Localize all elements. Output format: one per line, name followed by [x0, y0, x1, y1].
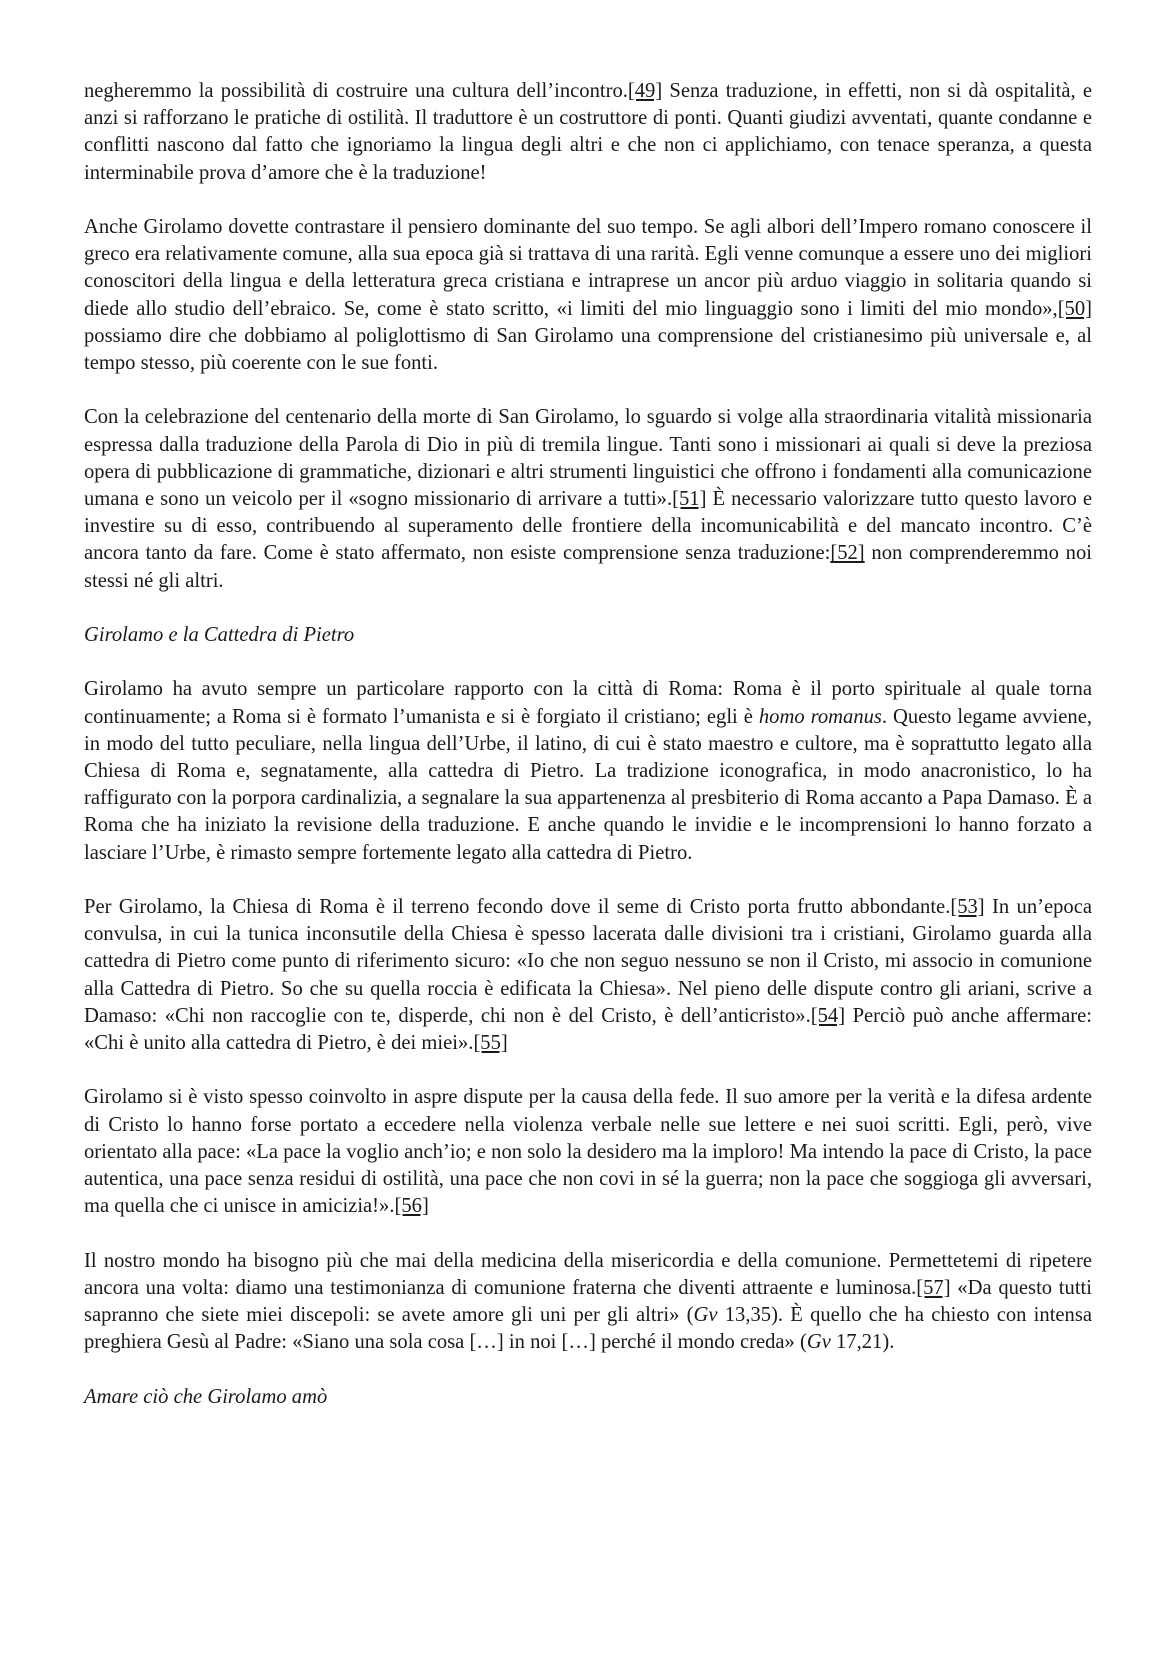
body-paragraph	[84, 404, 1092, 594]
footnote-link[interactable]: [53]	[950, 896, 985, 919]
body-paragraph	[84, 78, 1092, 187]
text-run: Senza traduzione, in effetti, non si dà ospitalità, e anzi si rafforzano le pratiche di ostilità. Il traduttore è un costruttore di ponti. Quanti giudizi avventati, quante condanne e conflitti nascono dal fatto che ignoriamo la lingua degli altri e che non ci applichiamo, con tenace speranza, a questa interminabile prova d’amore che è la traduzione!	[84, 80, 1092, 184]
text-run: Girolamo ha avuto sempre un particolare rapporto con la città di Roma: Roma è il porto spirituale al quale torna continuamente; a Roma si è formato l’umanista e si è forgiato il cristiano; egli è	[84, 678, 1092, 728]
text-run: Il nostro mondo ha bisogno più che mai della medicina della misericordia e della comunione. Permettetemi di ripetere ancora una volta: diamo una testimonianza di comunione fraterna che diventi attraente e luminosa.	[84, 1249, 1092, 1299]
body-paragraph	[84, 676, 1092, 866]
italic-text: Gv	[693, 1304, 718, 1327]
footnote-link[interactable]: [57]	[916, 1276, 951, 1299]
document-body	[84, 78, 1092, 1411]
text-run: Con la celebrazione del centenario della morte di San Girolamo, lo sguardo si volge alla straordinaria vitalità missionaria espressa dalla traduzione della Parola di Dio in più di tremila lingue. Tanti sono i missionari ai quali si deve la preziosa opera di pubblicazione di grammatiche, dizionari e altri strumenti linguistici che offrono i fondamenti alla comunicazione umana e sono un veicolo per il «sogno missionario di arrivare a tutti».	[84, 406, 1092, 511]
footnote-link[interactable]: [51]	[672, 488, 707, 511]
footnote-link[interactable]: [56]	[394, 1195, 429, 1218]
body-paragraph	[84, 1084, 1092, 1220]
section-heading: Amare ciò che Girolamo amò	[84, 1385, 328, 1408]
text-run: negheremmo la possibilità di costruire una cultura dell’incontro.	[84, 80, 628, 102]
footnote-link[interactable]: [55]	[473, 1032, 508, 1055]
text-run: 13,35). È quello che ha chiesto con intensa preghiera Gesù al Padre: «Siano una sola cosa […] in noi […] perché il mondo creda» (	[84, 1304, 1093, 1354]
footnote-link[interactable]: [54]	[810, 1004, 846, 1027]
text-run: Perciò può anche affermare: «Chi è unito alla cattedra di Pietro, è dei miei».	[84, 1004, 1092, 1055]
footnote-link[interactable]: [49]	[627, 80, 663, 102]
footnote-link[interactable]: [50]	[1057, 297, 1092, 320]
body-paragraph	[84, 214, 1092, 377]
text-run: Girolamo si è visto spesso coinvolto in aspre dispute per la causa della fede. Il suo amore per la verità e la difesa ardente di Cristo lo hanno forse portato a eccedere nella violenza verbale nelle sue lettere e nei suoi scritti. Egli, però, vive orientato alla pace: «La pace la voglio anch’io; e non solo la desidero ma la imploro! Ma intendo la pace di Cristo, la pace autentica, una pace senza residui di ostilità, una pace che non covi in sé la guerra; non la pace che soggioga gli avversari, ma quella che ci unisce in amicizia!».	[84, 1086, 1092, 1218]
italic-text: homo romanus	[758, 705, 882, 728]
text-run: . Questo legame avviene, in modo del tutto peculiare, nella lingua dell’Urbe, il latino, di cui è stato maestro e cultore, ma è soprattutto legato alla Chiesa di Roma e, segnatamente, alla cattedra di Pietro. La tradizione iconografica, in modo anacronistico, lo ha raffigurato con la porpora cardinalizia, a segnalare la sua appartenenza al presbiterio di Roma accanto a Papa Damaso. È a Roma che ha iniziato la revisione della traduzione. E anche quando le invidie e le incomprensioni lo hanno forzato a lasciare l’Urbe, è rimasto sempre fortemente legato alla cattedra di Pietro.	[84, 705, 1092, 864]
body-paragraph	[84, 894, 1092, 1057]
text-run: possiamo dire che dobbiamo al poliglottismo di San Girolamo una comprensione del cristianesimo più universale e, al tempo stesso, più coerente con le sue fonti.	[84, 324, 1092, 375]
text-run: 17,21).	[830, 1331, 895, 1354]
body-paragraph	[84, 1248, 1092, 1357]
footnote-link[interactable]: [52]	[830, 542, 865, 565]
text-run: Anche Girolamo dovette contrastare il pensiero dominante del suo tempo. Se agli albori dell’Impero romano conoscere il greco era relativamente comune, alla sua epoca già si trattava di una rarità. Egli venne comunque a essere uno dei migliori conoscitori della lingua e della letteratura greca cristiana e intraprese un ancor più arduo viaggio in solitaria quando si diede allo studio dell’ebraico. Se, come è stato scritto, «i limiti del mio linguaggio sono i limiti del mio mondo»,	[84, 216, 1092, 320]
text-run: In un’epoca convulsa, in cui la tunica inconsutile della Chiesa è spesso lacerata dalle divisioni tra i cristiani, Girolamo guarda alla cattedra di Pietro come punto di riferimento sicuro: «Io che non seguo nessuno se non il Cristo, mi associo in comunione alla Cattedra di Pietro. So che su quella roccia è edificata la Chiesa». Nel pieno delle dispute contro gli ariani, scrive a Damaso: «Chi non raccoglie con te, disperde, chi non è del Cristo, è dell’anticristo».	[84, 896, 1093, 1027]
section-heading: Girolamo e la Cattedra di Pietro	[84, 624, 355, 647]
italic-text: Gv	[806, 1331, 831, 1354]
text-run: Per Girolamo, la Chiesa di Roma è il terreno fecondo dove il seme di Cristo porta frutto abbondante.	[84, 896, 951, 919]
text-run: È necessario valorizzare tutto questo lavoro e investire su di esso, contribuendo al superamento delle frontiere della incomunicabilità e del mancato incontro. C’è ancora tanto da fare. Come è stato affermato, non esiste comprensione senza traduzione:	[84, 488, 1092, 565]
text-run: «Da questo tutti sapranno che siete miei discepoli: se avete amore gli uni per gli altri» (	[84, 1276, 1092, 1327]
text-run: non comprenderemmo noi stessi né gli altri.	[84, 542, 1092, 592]
